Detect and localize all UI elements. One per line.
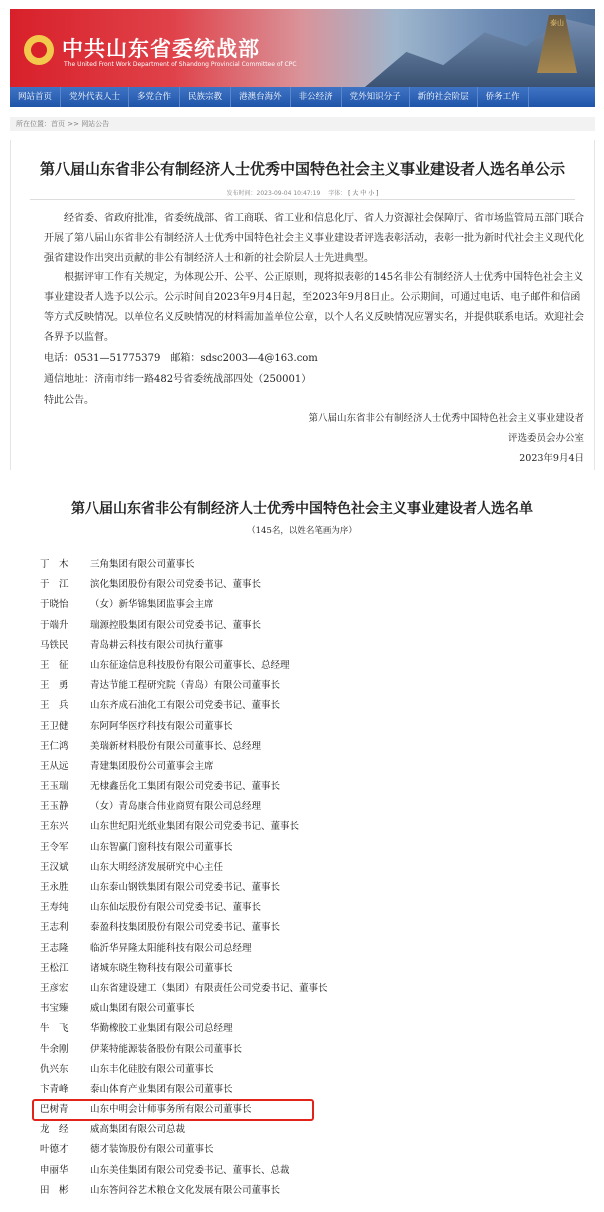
candidate-title: 临沂华昇隆太阳能科技有限公司总经理 bbox=[90, 942, 252, 954]
list-item bbox=[40, 555, 580, 575]
list-item bbox=[40, 1120, 580, 1140]
signature-line-2: 评选委员会办公室 bbox=[507, 433, 584, 444]
candidate-title: 无棣鑫岳化工集团有限公司党委书记、董事长 bbox=[90, 781, 281, 793]
candidate-name: 牛 飞 bbox=[40, 1023, 69, 1035]
candidate-title: 美瑞新材料股份有限公司董事长、总经理 bbox=[90, 740, 262, 752]
article-title: 第八届山东省非公有制经济人士优秀中国特色社会主义事业建设者人选名单公示 bbox=[39, 160, 565, 178]
candidate-name: 田 彬 bbox=[40, 1184, 69, 1196]
candidate-name: 王从远 bbox=[40, 760, 69, 772]
list-item bbox=[40, 1040, 580, 1060]
list-item bbox=[40, 999, 580, 1019]
candidate-title: 山东中明会计师事务所有限公司董事长 bbox=[90, 1104, 252, 1116]
list-item bbox=[40, 1140, 580, 1160]
candidate-name: 韦宝臻 bbox=[40, 1003, 69, 1015]
candidate-title: 山东智赢门窗科技有限公司董事长 bbox=[90, 841, 233, 853]
candidate-title: 山东仙坛股份有限公司党委书记、董事长 bbox=[90, 902, 262, 914]
list-subtitle: （145名，以姓名笔画为序） bbox=[247, 526, 357, 536]
candidate-title: 青达节能工程研究院（青岛）有限公司董事长 bbox=[90, 680, 281, 692]
candidate-name: 于 江 bbox=[40, 579, 69, 591]
candidate-title: 东阿阿华医疗科技有限公司董事长 bbox=[90, 720, 233, 732]
candidate-name: 于端升 bbox=[40, 619, 69, 631]
list-item bbox=[40, 757, 580, 777]
signature-date: 2023年9月4日 bbox=[519, 453, 584, 464]
list-item bbox=[40, 777, 580, 797]
article-paragraph-1: 经省委、省政府批准，省委统战部、省工商联、省工业和信息化厅、省人力资源社会保障厅、省市场监管局五部门联合开展了第八届山东省非公有制经济人士优秀中国特色社会主义事业建设者评选表彰活动，表彰一批为新时代社会主义现代化强省建设作出突出贡献的非公有制经济人士和新的社会阶层人士先进典型。 bbox=[44, 213, 584, 264]
nav-item-home[interactable]: 网站首页 bbox=[10, 87, 61, 107]
list-item bbox=[40, 737, 580, 757]
list-item bbox=[40, 717, 580, 737]
site-title: 中共山东省委统战部 bbox=[62, 37, 260, 61]
candidate-name: 王彦宏 bbox=[40, 982, 69, 994]
mountain-label: 泰山 bbox=[550, 19, 564, 27]
nav-item-private-economy[interactable]: 非公经济 bbox=[291, 87, 342, 107]
breadcrumb-label: 所在位置： bbox=[16, 120, 51, 128]
contact-phone-email: 电话：0531—51775379 邮箱：sdsc2003—4@163.com bbox=[44, 353, 318, 364]
candidate-name: 王寿纯 bbox=[40, 902, 69, 914]
list-item bbox=[40, 817, 580, 837]
list-item bbox=[40, 696, 580, 716]
candidate-name: 王志利 bbox=[40, 922, 69, 934]
candidate-title: （女）青岛康合伟业商贸有限公司总经理 bbox=[90, 801, 262, 813]
candidate-name: 牛余刚 bbox=[40, 1043, 69, 1055]
breadcrumb bbox=[10, 117, 595, 131]
list-item bbox=[40, 1019, 580, 1039]
candidate-title: 青建集团股份公司董事会主席 bbox=[90, 760, 214, 772]
candidate-name: 丁 木 bbox=[40, 559, 69, 570]
candidate-title: 山东丰化硅胶有限公司董事长 bbox=[90, 1063, 214, 1075]
list-item bbox=[40, 1181, 580, 1201]
candidate-title: 诸城东晓生物科技有限公司董事长 bbox=[90, 962, 233, 974]
site-subtitle: The United Front Work Department of Shandong Provincial Committee of CPC bbox=[64, 61, 297, 68]
article-paragraph-2: 根据评审工作有关规定，为体现公开、公平、公正原则，现将拟表彰的145名非公有制经济人士优秀中国特色社会主义事业建设者人选予以公示。公示时间自2023年9月4日起，至2023年9月8日止。公示期间，可通过电话、电子邮件和信函等方式反映情况。以单位名义反映情况的材料需加盖单位公章，以个人名义反映情况应署实名，并提供联系电话。欢迎社会各界予以监督。 bbox=[44, 272, 584, 343]
list-item bbox=[40, 636, 580, 656]
contact-address: 通信地址：济南市纬一路482号省委统战部四处（250001） bbox=[44, 374, 312, 385]
candidate-name: 王卫健 bbox=[40, 720, 69, 732]
candidate-name: 王汉斌 bbox=[40, 861, 69, 873]
candidate-name: 马铁民 bbox=[40, 639, 69, 651]
nav-item-multiparty[interactable]: 多党合作 bbox=[129, 87, 180, 107]
highlight-box bbox=[32, 1099, 314, 1121]
candidate-name: 仇兴东 bbox=[40, 1063, 69, 1075]
candidate-name: 王 兵 bbox=[40, 700, 69, 712]
candidate-title: 山东美佳集团有限公司党委书记、董事长、总裁 bbox=[90, 1164, 290, 1176]
breadcrumb-home-link[interactable]: 首页 bbox=[51, 120, 65, 128]
candidate-name: 王志隆 bbox=[40, 942, 69, 954]
candidate-title: 山东大明经济发展研究中心主任 bbox=[90, 861, 224, 873]
candidate-title: 三角集团有限公司董事长 bbox=[90, 559, 195, 570]
candidate-title: 泰山体育产业集团有限公司董事长 bbox=[90, 1083, 233, 1095]
candidate-name: 王玉瑞 bbox=[40, 781, 69, 793]
list-item bbox=[40, 616, 580, 636]
list-item bbox=[40, 575, 580, 595]
font-size-label: 字体： bbox=[328, 190, 347, 197]
candidate-title: 山东齐成石油化工有限公司党委书记、董事长 bbox=[90, 700, 281, 712]
publish-time: 发布时间：2023-09-04 10:47:19 bbox=[226, 190, 321, 197]
candidate-name: 王仁鸿 bbox=[40, 740, 69, 752]
font-size-switcher[interactable]: [ 大 中 小 ] bbox=[348, 190, 379, 197]
candidate-title: 青岛耕云科技有限公司执行董事 bbox=[90, 639, 224, 651]
candidate-name: 王松江 bbox=[40, 962, 69, 974]
list-item bbox=[40, 918, 580, 938]
candidate-name: 卞青峰 bbox=[40, 1083, 69, 1095]
list-item bbox=[40, 979, 580, 999]
party-emblem-icon bbox=[24, 35, 54, 65]
list-item bbox=[40, 959, 580, 979]
candidate-name: 于晓怡 bbox=[40, 599, 69, 611]
candidate-name: 叶德才 bbox=[40, 1144, 69, 1156]
list-item bbox=[40, 858, 580, 878]
nav-item-overseas-chinese[interactable]: 侨务工作 bbox=[478, 87, 529, 107]
list-item bbox=[40, 595, 580, 615]
candidate-name: 王 征 bbox=[40, 659, 69, 671]
article-meta bbox=[10, 188, 595, 197]
closing-statement: 特此公告。 bbox=[44, 395, 94, 406]
list-item bbox=[40, 797, 580, 817]
list-item bbox=[40, 656, 580, 676]
list-item bbox=[40, 838, 580, 858]
list-item bbox=[40, 1060, 580, 1080]
candidate-title: 威高集团有限公司总裁 bbox=[90, 1124, 186, 1136]
candidate-name: 王永胜 bbox=[40, 882, 69, 893]
candidate-title: 华勤橡胶工业集团有限公司总经理 bbox=[90, 1023, 233, 1035]
candidate-title: （女）新华锦集团监事会主席 bbox=[90, 599, 214, 611]
candidate-title: 伊莱特能源装备股份有限公司董事长 bbox=[90, 1043, 243, 1055]
list-item bbox=[40, 1161, 580, 1181]
candidate-title: 山东泰山钢铁集团有限公司党委书记、董事长 bbox=[90, 882, 281, 893]
candidate-name: 王 勇 bbox=[40, 680, 69, 692]
candidate-name: 王令军 bbox=[40, 841, 69, 853]
candidate-title: 山东世纪阳光纸业集团有限公司党委书记、董事长 bbox=[90, 821, 300, 833]
candidate-title: 山东答问谷艺术粮仓文化发展有限公司董事长 bbox=[90, 1184, 281, 1196]
list-item bbox=[40, 878, 580, 898]
candidate-title: 山东省建设建工（集团）有限责任公司党委书记、董事长 bbox=[90, 982, 328, 994]
nav-item-intellectuals[interactable]: 党外知识分子 bbox=[342, 87, 410, 107]
list-title: 第八届山东省非公有制经济人士优秀中国特色社会主义事业建设者人选名单 bbox=[71, 501, 533, 517]
candidate-name: 龙 经 bbox=[40, 1124, 69, 1136]
nav-item-ethnic-religion[interactable]: 民族宗教 bbox=[180, 87, 231, 107]
site-banner bbox=[10, 9, 595, 87]
candidate-name: 王东兴 bbox=[40, 821, 69, 833]
candidate-title: 威山集团有限公司董事长 bbox=[90, 1003, 195, 1015]
signature-line-1: 第八届山东省非公有制经济人士优秀中国特色社会主义事业建设者 bbox=[308, 413, 584, 424]
candidate-title: 山东征途信息科技股份有限公司董事长、总经理 bbox=[90, 659, 290, 671]
candidate-title: 滨化集团股份有限公司党委书记、董事长 bbox=[90, 579, 262, 591]
nav-item-hk-macau-taiwan[interactable]: 港澳台海外 bbox=[231, 87, 291, 107]
list-item bbox=[40, 676, 580, 696]
list-item bbox=[40, 898, 580, 918]
main-nav bbox=[10, 87, 595, 107]
candidate-title: 德才装饰股份有限公司董事长 bbox=[90, 1144, 214, 1156]
breadcrumb-current-link[interactable]: 网站公告 bbox=[81, 120, 110, 128]
breadcrumb-separator: >> bbox=[65, 120, 82, 128]
candidate-name: 王玉静 bbox=[40, 801, 69, 813]
title-divider bbox=[30, 199, 575, 200]
candidate-title: 泰盈科技集团股份有限公司党委书记、董事长 bbox=[90, 922, 281, 934]
nav-item-representatives[interactable]: 党外代表人士 bbox=[61, 87, 129, 107]
candidate-name: 申丽华 bbox=[40, 1164, 69, 1176]
candidate-name: 巴树青 bbox=[40, 1104, 69, 1116]
nav-item-new-social-class[interactable]: 新的社会阶层 bbox=[410, 87, 478, 107]
list-item bbox=[40, 1080, 580, 1100]
list-item bbox=[40, 939, 580, 959]
candidate-title: 瑞源控股集团有限公司党委书记、董事长 bbox=[90, 619, 262, 631]
